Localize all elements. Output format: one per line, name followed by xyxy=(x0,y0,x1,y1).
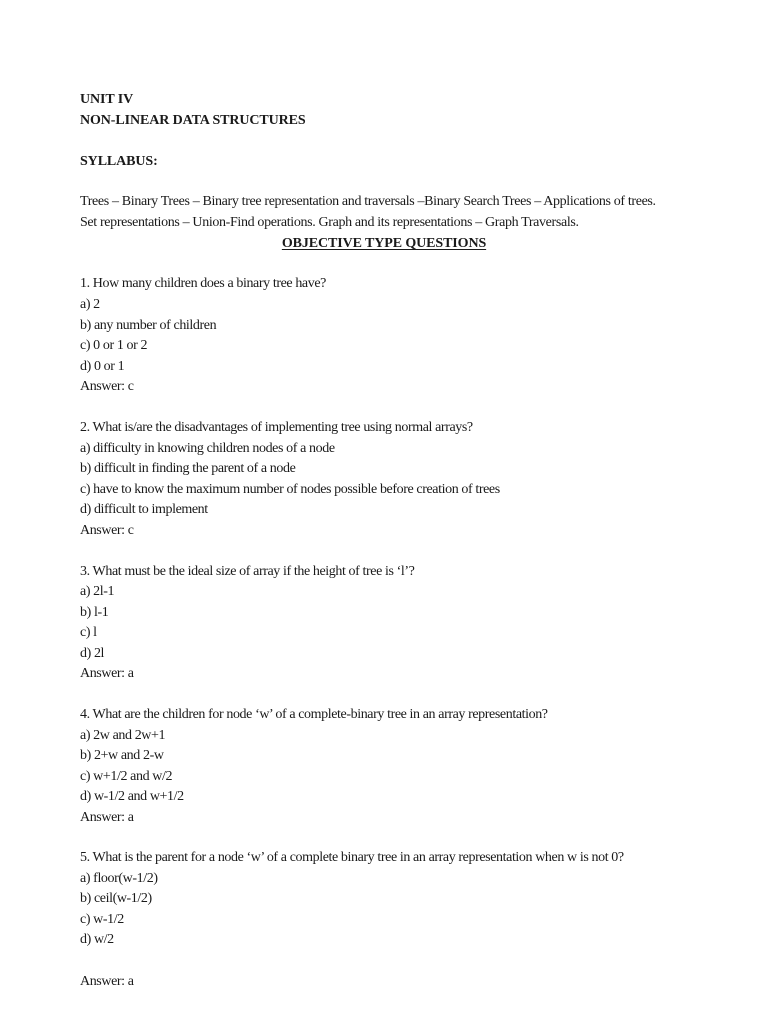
option-b: b) difficult in finding the parent of a node xyxy=(80,461,296,476)
answer-text: Answer: c xyxy=(80,523,134,538)
question-text: 1. How many children does a binary tree have? xyxy=(80,276,326,291)
syllabus-label: SYLLABUS: xyxy=(80,154,158,169)
option-d: d) 0 or 1 xyxy=(80,359,125,374)
option-d: d) 2l xyxy=(80,646,105,661)
option-d: d) w-1/2 and w+1/2 xyxy=(80,789,184,804)
option-b: b) any number of children xyxy=(80,318,217,333)
answer-text: Answer: a xyxy=(80,666,134,681)
option-a: a) 2w and 2w+1 xyxy=(80,728,166,743)
answer-text: Answer: c xyxy=(80,379,134,394)
option-d: d) difficult to implement xyxy=(80,502,208,517)
question-text: 4. What are the children for node ‘w’ of a complete-binary tree in an array representation? xyxy=(80,707,548,722)
syllabus-line-2: Set representations – Union-Find operations. Graph and its representations – Graph Traversals. xyxy=(80,215,579,230)
option-c: c) w-1/2 xyxy=(80,912,124,927)
option-c: c) l xyxy=(80,625,97,640)
answer-text: Answer: a xyxy=(80,974,134,989)
option-b: b) 2+w and 2-w xyxy=(80,748,164,763)
option-c: c) 0 or 1 or 2 xyxy=(80,338,148,353)
option-a: a) floor(w-1/2) xyxy=(80,871,158,886)
option-b: b) l-1 xyxy=(80,605,109,620)
question-text: 2. What is/are the disadvantages of implementing tree using normal arrays? xyxy=(80,420,473,435)
answer-text: Answer: a xyxy=(80,810,134,825)
option-a: a) 2l-1 xyxy=(80,584,115,599)
option-c: c) w+1/2 and w/2 xyxy=(80,769,173,784)
syllabus-line-1: Trees – Binary Trees – Binary tree representation and traversals –Binary Search Trees – Applications of trees. xyxy=(80,194,656,209)
unit-heading: UNIT IV xyxy=(80,92,134,107)
question-text: 3. What must be the ideal size of array if the height of tree is ‘l’? xyxy=(80,564,415,579)
option-c: c) have to know the maximum number of nodes possible before creation of trees xyxy=(80,482,500,497)
unit-title: NON-LINEAR DATA STRUCTURES xyxy=(80,113,306,128)
option-d: d) w/2 xyxy=(80,932,114,947)
section-title: OBJECTIVE TYPE QUESTIONS xyxy=(281,236,487,251)
option-a: a) 2 xyxy=(80,297,100,312)
option-a: a) difficulty in knowing children nodes of a node xyxy=(80,441,335,456)
document-page xyxy=(80,0,700,1024)
question-text: 5. What is the parent for a node ‘w’ of a complete binary tree in an array representation when w is not 0? xyxy=(80,850,624,865)
option-b: b) ceil(w-1/2) xyxy=(80,891,152,906)
